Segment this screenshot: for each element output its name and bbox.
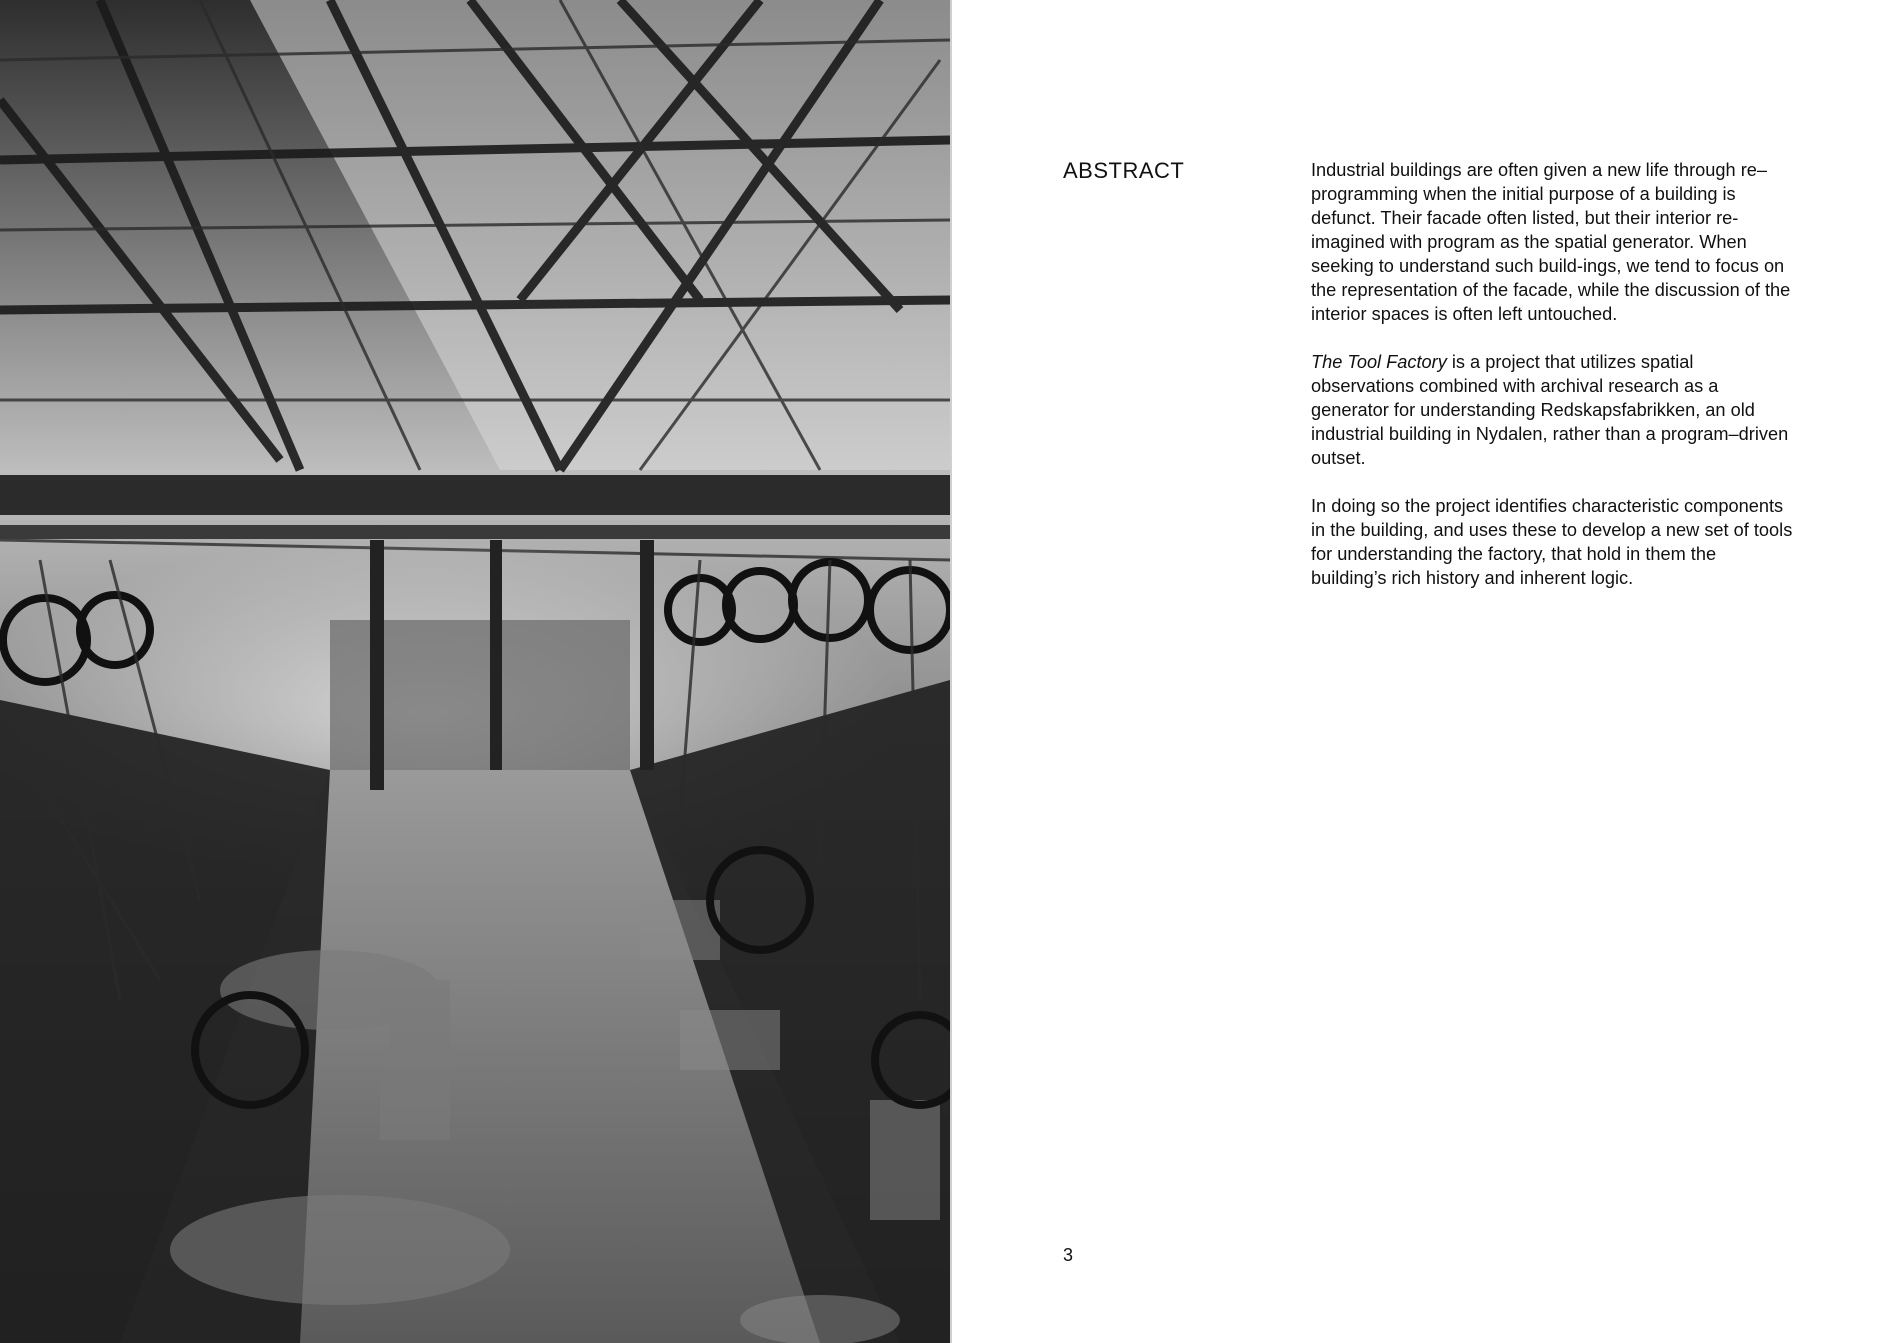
abstract-paragraph-3: In doing so the project identifies characteristic components in the building, and uses these to develop a new set of tools for understanding the factory, that hold in them the building’s rich history and inherent logic. <box>1311 496 1793 588</box>
abstract-page <box>952 0 1900 1343</box>
abstract-paragraph-2-text: is a project that utilizes spatial observations combined with archival research as a generator for understanding Redskapsfabrikken, an old industrial building in Nydalen, rather than a program–driven outset. <box>1311 352 1789 468</box>
abstract-body <box>1311 158 1796 614</box>
project-title: The Tool Factory <box>1311 352 1447 372</box>
page-number: 3 <box>1063 1245 1074 1265</box>
abstract-paragraph-1: Industrial buildings are often given a new life through re–programming when the initial purpose of a building is defunct. Their facade often listed, but their interior re-imagined with program as the spatial generator. When seeking to understand such build-ings, we tend to focus on the representation of the facade, while the discussion of the interior spaces is often left untouched. <box>1311 160 1791 324</box>
section-heading: ABSTRACT <box>1063 158 1185 183</box>
abstract-paragraph-2 <box>1311 350 1796 470</box>
